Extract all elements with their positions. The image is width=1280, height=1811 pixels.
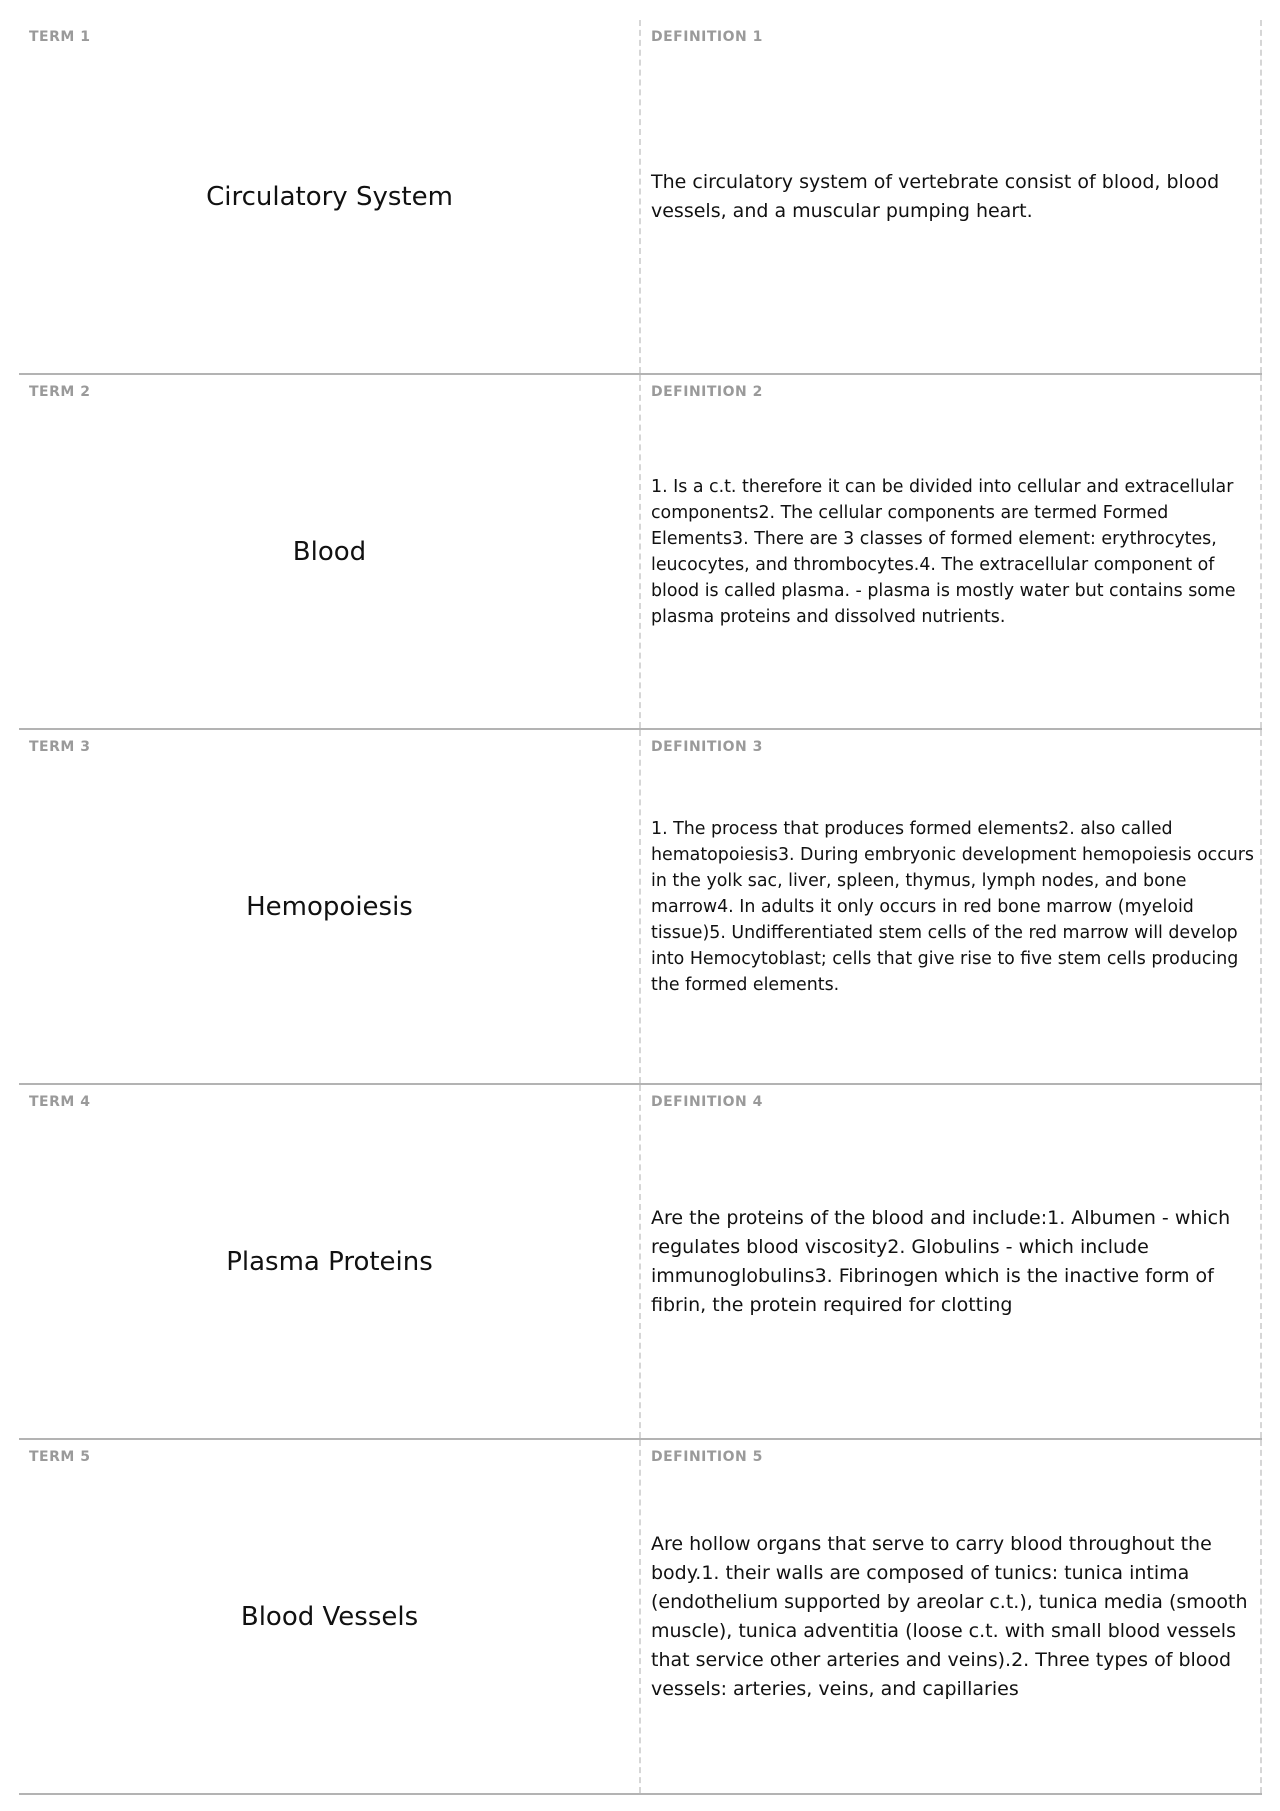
- definition-box: [651, 1440, 1254, 1793]
- definition-box: [651, 20, 1254, 373]
- cut-line: [1260, 730, 1262, 1083]
- definition-label: DEFINITION 2: [651, 384, 763, 400]
- flashcard: [19, 730, 1262, 1085]
- term-text: Plasma Proteins: [226, 1246, 433, 1277]
- flashcard: [19, 1440, 1262, 1795]
- definition-box: [651, 730, 1254, 1083]
- term-text: Blood Vessels: [240, 1601, 419, 1632]
- flashcard: [19, 1085, 1262, 1440]
- term-text: Circulatory System: [206, 181, 453, 212]
- definition-label: DEFINITION 5: [651, 1449, 763, 1465]
- definition-text: The circulatory system of vertebrate consist of blood, blood vessels, and a muscular pumping heart.: [651, 170, 1220, 222]
- definition-box: [651, 1085, 1254, 1438]
- cut-line: [1260, 1085, 1262, 1438]
- term-label: TERM 4: [29, 1094, 91, 1110]
- definition-text: 1. The process that produces formed elements2. also called hematopoiesis3. During embryonic development hemopoiesis occurs in the yolk sac, liver, spleen, thymus, lymph nodes, and bone marrow4. In adults it only occurs in red bone marrow (myeloid tissue)5. Undifferentiated stem cells of the red marrow will develop into Hemocytoblast; cells that give rise to five stem cells producing the formed elements.: [651, 818, 1254, 995]
- definition-text: 1. Is a c.t. therefore it can be divided into cellular and extracellular components2. The cellular components are termed Formed Elements3. There are 3 classes of formed element: erythrocytes, leucocytes, and thrombocytes.4. The extracellular component of blood is called plasma. - plasma is mostly water but contains some plasma proteins and dissolved nutrients.: [651, 476, 1236, 627]
- term-label: TERM 1: [29, 29, 91, 45]
- definition-text: Are hollow organs that serve to carry blood throughout the body.1. their walls are composed of tunics: tunica intima (endothelium supported by areolar c.t.), tunica media (smooth muscle), tunica adventitia (loose c.t. with small blood vessels that service other arteries and veins).2. Three types of blood vessels: arteries, veins, and capillaries: [651, 1532, 1248, 1700]
- cut-line: [1260, 1440, 1262, 1793]
- flashcard-sheet: [19, 20, 1262, 1795]
- definition-label: DEFINITION 4: [651, 1094, 763, 1110]
- term-text: Blood: [292, 536, 367, 567]
- term-label: TERM 3: [29, 739, 91, 755]
- term-label: TERM 2: [29, 384, 91, 400]
- definition-box: [651, 375, 1254, 728]
- definition-text: Are the proteins of the blood and include:1. Albumen - which regulates blood viscosity2. Globulins - which include immunoglobulins3. Fibrinogen which is the inactive form of fibrin, the protein required for clotting: [651, 1206, 1231, 1316]
- term-text: Hemopoiesis: [246, 891, 413, 922]
- flashcard: [19, 20, 1262, 375]
- definition-label: DEFINITION 1: [651, 29, 763, 45]
- cut-line: [1260, 20, 1262, 373]
- cut-line: [1260, 375, 1262, 728]
- flashcard: [19, 375, 1262, 730]
- term-label: TERM 5: [29, 1449, 91, 1465]
- definition-label: DEFINITION 3: [651, 739, 763, 755]
